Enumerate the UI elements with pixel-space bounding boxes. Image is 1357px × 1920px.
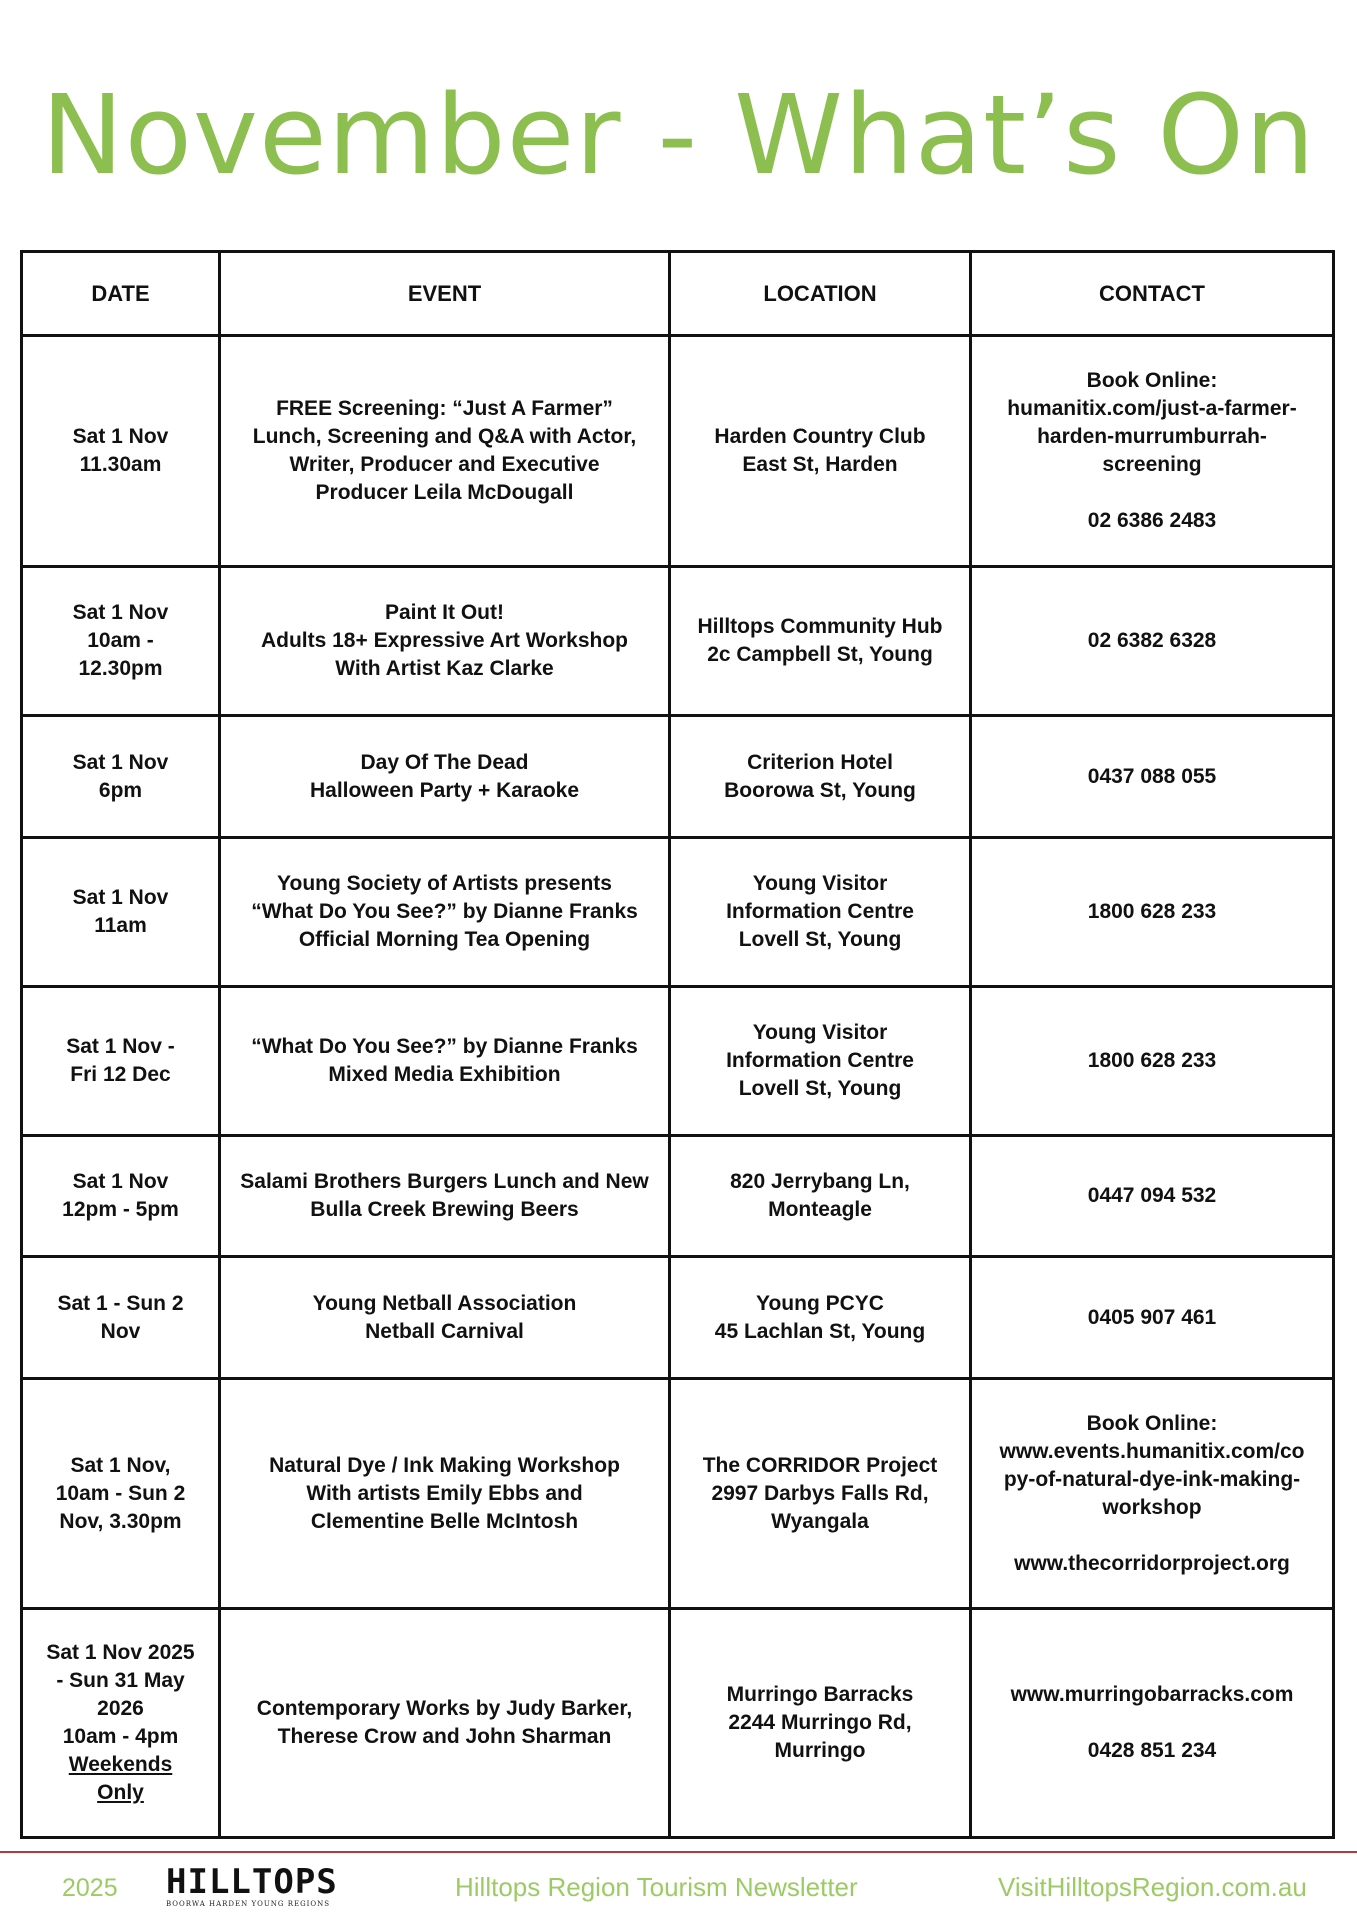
event-date: Sat 1 - Sun 2 Nov [22,1257,220,1379]
footer-year: 2025 [62,1874,118,1902]
table-row [22,336,1334,567]
table-row [22,567,1334,716]
event-name: Young Netball Association Netball Carnival [220,1257,670,1379]
event-name: Young Society of Artists presents “What Do You See?” by Dianne Franks Official Morning Tea Opening [220,838,670,987]
hilltops-logo [166,1862,338,1908]
footer-newsletter-title: Hilltops Region Tourism Newsletter [455,1872,858,1902]
event-contact: 0405 907 461 [971,1257,1334,1379]
event-name: Salami Brothers Burgers Lunch and New Bulla Creek Brewing Beers [220,1136,670,1257]
event-date-note: Weekends Only [68,1753,173,1804]
footer [0,1862,1357,1920]
page-title: November - What’s On [41,71,1316,199]
event-location: Young PCYC 45 Lachlan St, Young [670,1257,971,1379]
event-name: Contemporary Works by Judy Barker, Therese Crow and John Sharman [220,1609,670,1838]
event-location: 820 Jerrybang Ln, Monteagle [670,1136,971,1257]
event-contact: Book Online: www.events.humanitix.com/co py-of-natural-dye-ink-making- workshop www.thecorridorproject.org [971,1379,1334,1609]
logo-subtext: BOORWA HARDEN YOUNG REGIONS [166,1900,331,1908]
event-contact: 0437 088 055 [971,716,1334,838]
event-location: Criterion Hotel Boorowa St, Young [670,716,971,838]
logo-text: HILLTOPS [166,1862,338,1902]
event-date: Sat 1 Nov 11am [22,838,220,987]
event-date: Sat 1 Nov, 10am - Sun 2 Nov, 3.30pm [22,1379,220,1609]
table-row [22,987,1334,1136]
event-date: Sat 1 Nov 10am - 12.30pm [22,567,220,716]
event-date: Sat 1 Nov 12pm - 5pm [22,1136,220,1257]
table-row [22,716,1334,838]
table-row [22,838,1334,987]
header-date: DATE [22,252,220,336]
event-location: Murringo Barracks 2244 Murringo Rd, Murringo [670,1609,971,1838]
event-name: “What Do You See?” by Dianne Franks Mixed Media Exhibition [220,987,670,1136]
event-name: FREE Screening: “Just A Farmer” Lunch, Screening and Q&A with Actor, Writer, Producer and Executive Producer Leila McDougall [220,336,670,567]
header-contact: CONTACT [971,252,1334,336]
event-location: Young Visitor Information Centre Lovell St, Young [670,987,971,1136]
event-date: Sat 1 Nov 11.30am [22,336,220,567]
event-contact: Book Online: humanitix.com/just-a-farmer- harden-murrumburrah- screening 02 6386 2483 [971,336,1334,567]
event-location: The CORRIDOR Project 2997 Darbys Falls Rd, Wyangala [670,1379,971,1609]
table-header-row [22,252,1334,336]
table-row [22,1609,1334,1838]
table-row [22,1379,1334,1609]
event-location: Young Visitor Information Centre Lovell St, Young [670,838,971,987]
event-location: Harden Country Club East St, Harden [670,336,971,567]
footer-divider [0,1851,1357,1853]
event-contact: www.murringobarracks.com 0428 851 234 [971,1609,1334,1838]
event-location: Hilltops Community Hub 2c Campbell St, Young [670,567,971,716]
event-contact: 1800 628 233 [971,987,1334,1136]
table-row [22,1136,1334,1257]
event-date-cell [22,1609,220,1838]
event-name: Natural Dye / Ink Making Workshop With artists Emily Ebbs and Clementine Belle McIntosh [220,1379,670,1609]
event-date: Sat 1 Nov - Fri 12 Dec [22,987,220,1136]
event-contact: 1800 628 233 [971,838,1334,987]
event-date: Sat 1 Nov 6pm [22,716,220,838]
event-contact: 0447 094 532 [971,1136,1334,1257]
events-table [20,250,1335,1839]
header-location: LOCATION [670,252,971,336]
footer-website-link[interactable]: VisitHilltopsRegion.com.au [998,1872,1307,1902]
event-name: Day Of The Dead Halloween Party + Karaoke [220,716,670,838]
event-name: Paint It Out! Adults 18+ Expressive Art Workshop With Artist Kaz Clarke [220,567,670,716]
event-date: Sat 1 Nov 2025 - Sun 31 May 2026 10am - 4pm [46,1641,195,1748]
table-row [22,1257,1334,1379]
header-event: EVENT [220,252,670,336]
event-contact: 02 6382 6328 [971,567,1334,716]
